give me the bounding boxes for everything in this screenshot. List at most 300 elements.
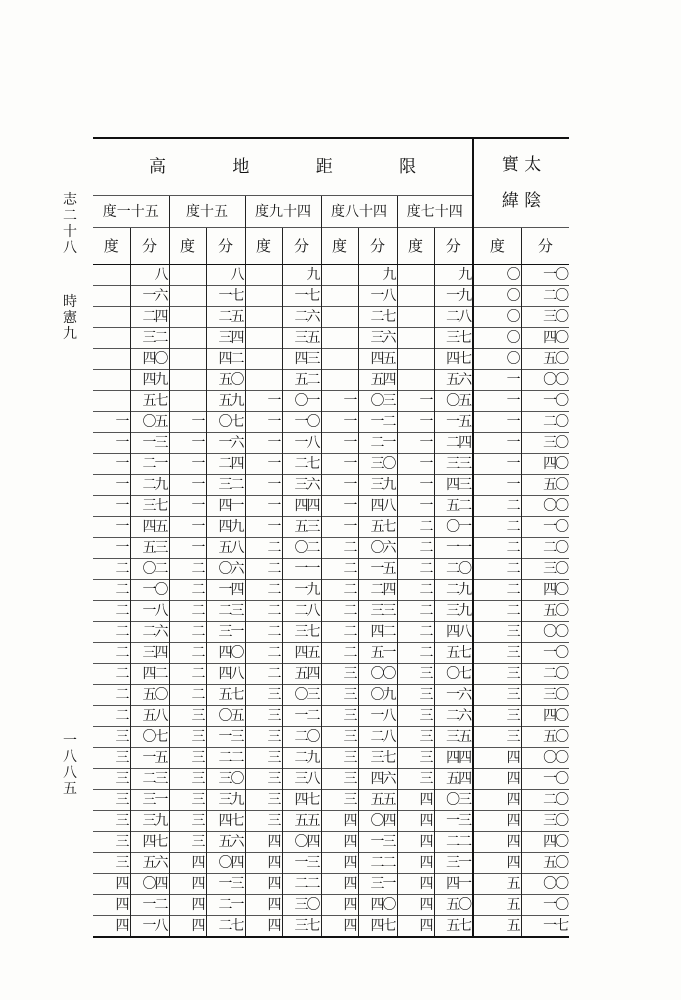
minute-cell: 一八: [282, 433, 321, 454]
minute-cell: 四八: [434, 622, 473, 643]
minute-cell: 一六: [434, 685, 473, 706]
degree-cell: 四: [397, 916, 434, 938]
minute-cell: 五五: [282, 811, 321, 832]
degree-cell: 三: [245, 769, 282, 790]
degree-cell: 四: [397, 895, 434, 916]
minute-cell: 一四: [206, 580, 245, 601]
minute-cell: 四七: [130, 832, 169, 853]
heading-char: 地: [232, 156, 250, 177]
minute-cell: 三七: [358, 748, 397, 769]
minute-cell: 二〇: [521, 664, 569, 685]
heading-char: 距: [315, 156, 333, 177]
minute-cell: 四〇: [521, 832, 569, 853]
minute-cell: 九: [358, 265, 397, 286]
minute-cell: 〇三: [434, 790, 473, 811]
degree-cell: [397, 307, 434, 328]
minute-cell: 一三: [206, 874, 245, 895]
degree-cell: 一: [169, 475, 206, 496]
degree-cell: 〇: [473, 307, 521, 328]
minute-cell: 五六: [130, 853, 169, 874]
minute-cell: 五三: [282, 517, 321, 538]
minute-cell: 三二: [130, 328, 169, 349]
degree-cell: [321, 286, 358, 307]
degree-cell: 二: [473, 538, 521, 559]
minute-cell: 〇七: [130, 727, 169, 748]
minute-cell: 四四: [434, 748, 473, 769]
minute-cell: 三〇: [521, 811, 569, 832]
minute-cell: 一三: [206, 727, 245, 748]
degree-cell: 三: [93, 832, 130, 853]
minute-cell: 三一: [130, 790, 169, 811]
degree-cell: 二: [397, 580, 434, 601]
minute-cell: 二八: [282, 601, 321, 622]
degree-cell: 四: [321, 895, 358, 916]
minute-cell: 二九: [130, 475, 169, 496]
minute-cell: 五〇: [521, 349, 569, 370]
degree-cell: 二: [93, 685, 130, 706]
minute-cell: 四一: [206, 496, 245, 517]
degree-cell: 二: [93, 601, 130, 622]
minute-cell: 〇六: [206, 559, 245, 580]
degree-cell: 三: [169, 811, 206, 832]
degree-cell: 四: [321, 874, 358, 895]
minute-cell: 五七: [130, 391, 169, 412]
unit-label: 分: [282, 228, 321, 265]
minute-cell: 五八: [206, 538, 245, 559]
degree-cell: 四: [397, 790, 434, 811]
unit-label: 分: [434, 228, 473, 265]
minute-cell: 四五: [282, 643, 321, 664]
degree-cell: 一: [321, 433, 358, 454]
degree-cell: 四: [245, 895, 282, 916]
minute-cell: 三七: [434, 328, 473, 349]
degree-cell: [245, 265, 282, 286]
degree-cell: 四: [93, 895, 130, 916]
minute-cell: 三九: [206, 790, 245, 811]
degree-cell: 二: [321, 580, 358, 601]
degree-cell: 三: [93, 769, 130, 790]
minute-cell: 五〇: [521, 601, 569, 622]
minute-cell: 三七: [130, 496, 169, 517]
unit-label: 度: [397, 228, 434, 265]
minute-cell: 三一: [358, 874, 397, 895]
group-heading: 度八十四: [321, 196, 397, 228]
minute-cell: 五四: [282, 664, 321, 685]
degree-cell: 二: [321, 622, 358, 643]
minute-cell: 五〇: [206, 370, 245, 391]
minute-cell: 二八: [434, 307, 473, 328]
degree-cell: 三: [321, 748, 358, 769]
minute-cell: 二六: [434, 706, 473, 727]
degree-cell: 二: [169, 580, 206, 601]
minute-cell: 一〇: [521, 517, 569, 538]
main-heading: [93, 138, 473, 196]
minute-cell: 四五: [130, 517, 169, 538]
degree-cell: 四: [245, 916, 282, 938]
heading-char: 限: [399, 156, 417, 177]
minute-cell: 四六: [358, 769, 397, 790]
degree-cell: 二: [169, 643, 206, 664]
minute-cell: 二四: [358, 580, 397, 601]
minute-cell: 五九: [206, 391, 245, 412]
degree-cell: 二: [245, 622, 282, 643]
degree-cell: 一: [169, 433, 206, 454]
minute-cell: 一〇: [282, 412, 321, 433]
table-row: [93, 727, 569, 748]
unit-label: 度: [169, 228, 206, 265]
chapter-title: 時憲九: [63, 294, 77, 342]
degree-cell: 二: [321, 643, 358, 664]
minute-cell: 四七: [434, 349, 473, 370]
degree-cell: 三: [321, 727, 358, 748]
degree-cell: 二: [321, 538, 358, 559]
unit-label: 度: [245, 228, 282, 265]
degree-cell: 一: [321, 517, 358, 538]
minute-cell: 三二: [206, 475, 245, 496]
degree-cell: 二: [473, 496, 521, 517]
minute-cell: 四〇: [358, 895, 397, 916]
degree-cell: 二: [397, 622, 434, 643]
degree-cell: 三: [93, 748, 130, 769]
table-row: [93, 517, 569, 538]
minute-cell: 五六: [434, 370, 473, 391]
table-row: [93, 895, 569, 916]
minute-cell: 五七: [434, 643, 473, 664]
minute-cell: 一〇: [521, 643, 569, 664]
degree-cell: [93, 349, 130, 370]
degree-cell: 二: [93, 643, 130, 664]
minute-cell: 三六: [358, 328, 397, 349]
minute-cell: 二一: [358, 433, 397, 454]
degree-cell: 三: [473, 664, 521, 685]
minute-cell: 四九: [130, 370, 169, 391]
minute-cell: 〇九: [358, 685, 397, 706]
minute-cell: 〇四: [130, 874, 169, 895]
unit-label: 分: [206, 228, 245, 265]
minute-cell: 三五: [434, 727, 473, 748]
degree-cell: 二: [473, 559, 521, 580]
degree-cell: 二: [397, 517, 434, 538]
degree-cell: [397, 370, 434, 391]
minute-cell: 二〇: [521, 412, 569, 433]
degree-cell: 四: [473, 790, 521, 811]
degree-cell: 一: [93, 496, 130, 517]
minute-cell: 二七: [282, 454, 321, 475]
minute-cell: 五三: [130, 538, 169, 559]
degree-cell: 一: [245, 412, 282, 433]
minute-cell: 〇〇: [521, 622, 569, 643]
minute-cell: 〇〇: [521, 370, 569, 391]
degree-cell: 四: [397, 874, 434, 895]
unit-label: 度: [93, 228, 130, 265]
minute-cell: 〇二: [130, 559, 169, 580]
degree-cell: 四: [321, 832, 358, 853]
degree-cell: 三: [93, 853, 130, 874]
degree-cell: [321, 349, 358, 370]
degree-cell: 〇: [473, 349, 521, 370]
degree-cell: 二: [397, 559, 434, 580]
unit-label: 度: [321, 228, 358, 265]
minute-cell: 三七: [282, 916, 321, 938]
degree-cell: 一: [473, 370, 521, 391]
degree-cell: 二: [169, 685, 206, 706]
degree-cell: [93, 307, 130, 328]
minute-cell: 三四: [130, 643, 169, 664]
table-row: [93, 412, 569, 433]
degree-cell: 四: [397, 853, 434, 874]
minute-cell: 三〇: [521, 685, 569, 706]
ecliptic-altitude-table: [93, 137, 569, 938]
minute-cell: 一八: [130, 916, 169, 938]
table-row: [93, 454, 569, 475]
degree-cell: 三: [169, 748, 206, 769]
degree-cell: 二: [169, 622, 206, 643]
degree-cell: 三: [93, 727, 130, 748]
table-row: [93, 433, 569, 454]
minute-cell: 二四: [434, 433, 473, 454]
table-row: [93, 496, 569, 517]
table-row: [93, 265, 569, 286]
minute-cell: 三三: [434, 454, 473, 475]
degree-cell: [93, 286, 130, 307]
degree-cell: 二: [169, 664, 206, 685]
minute-cell: 二九: [282, 748, 321, 769]
degree-cell: 五: [473, 895, 521, 916]
degree-cell: 三: [473, 727, 521, 748]
degree-cell: 二: [245, 580, 282, 601]
degree-cell: 四: [473, 853, 521, 874]
minute-cell: 一〇: [521, 391, 569, 412]
side-heading-line: 緯 陰: [501, 191, 542, 211]
side-heading-line: 實 太: [501, 155, 542, 175]
degree-cell: 一: [93, 454, 130, 475]
minute-cell: 一八: [130, 601, 169, 622]
degree-cell: [321, 370, 358, 391]
minute-cell: 二六: [282, 307, 321, 328]
minute-cell: 二四: [130, 307, 169, 328]
minute-cell: 八: [206, 265, 245, 286]
degree-cell: 一: [169, 454, 206, 475]
degree-cell: 四: [245, 832, 282, 853]
minute-cell: 五七: [434, 916, 473, 938]
table-row: [93, 370, 569, 391]
table-row: [93, 475, 569, 496]
minute-cell: 三五: [282, 328, 321, 349]
table-row: [93, 748, 569, 769]
table-row: [93, 916, 569, 938]
degree-cell: 三: [321, 664, 358, 685]
unit-label: 分: [130, 228, 169, 265]
degree-cell: 三: [397, 664, 434, 685]
minute-cell: 五〇: [521, 727, 569, 748]
minute-cell: 二二: [282, 874, 321, 895]
minute-cell: 二〇: [521, 538, 569, 559]
minute-cell: 二七: [358, 307, 397, 328]
degree-cell: [321, 265, 358, 286]
minute-cell: 五七: [206, 685, 245, 706]
degree-cell: [169, 349, 206, 370]
degree-cell: 四: [397, 832, 434, 853]
unit-label: 度: [473, 228, 521, 265]
degree-cell: 一: [245, 475, 282, 496]
minute-cell: 四三: [434, 475, 473, 496]
table-row: [93, 853, 569, 874]
minute-cell: 一〇: [130, 580, 169, 601]
degree-cell: 三: [169, 706, 206, 727]
degree-cell: 三: [397, 706, 434, 727]
minute-cell: 四八: [358, 496, 397, 517]
degree-cell: 一: [93, 475, 130, 496]
degree-cell: 三: [245, 748, 282, 769]
degree-cell: 四: [321, 853, 358, 874]
minute-cell: 四〇: [130, 349, 169, 370]
degree-cell: 三: [245, 811, 282, 832]
degree-cell: 三: [93, 790, 130, 811]
minute-cell: 五二: [434, 496, 473, 517]
minute-cell: 四七: [282, 790, 321, 811]
degree-cell: [93, 370, 130, 391]
table-row: [93, 811, 569, 832]
minute-cell: 四二: [130, 664, 169, 685]
minute-cell: 二二: [206, 748, 245, 769]
minute-cell: 三四: [206, 328, 245, 349]
minute-cell: 五五: [358, 790, 397, 811]
minute-cell: 九: [434, 265, 473, 286]
degree-cell: 〇: [473, 265, 521, 286]
minute-cell: 五〇: [521, 475, 569, 496]
degree-cell: 二: [93, 664, 130, 685]
minute-cell: 四三: [282, 349, 321, 370]
minute-cell: 二五: [206, 307, 245, 328]
degree-cell: [169, 370, 206, 391]
minute-cell: 一二: [282, 706, 321, 727]
table-row: [93, 790, 569, 811]
degree-cell: 一: [245, 517, 282, 538]
degree-cell: 一: [93, 412, 130, 433]
minute-cell: 〇七: [206, 412, 245, 433]
minute-cell: 三一: [206, 622, 245, 643]
degree-cell: 三: [245, 685, 282, 706]
minute-cell: 一二: [358, 412, 397, 433]
minute-cell: 二〇: [282, 727, 321, 748]
minute-cell: 一五: [358, 559, 397, 580]
minute-cell: 四五: [358, 349, 397, 370]
minute-cell: 〇七: [434, 664, 473, 685]
minute-cell: 一九: [282, 580, 321, 601]
degree-cell: 二: [93, 559, 130, 580]
table-row: [93, 874, 569, 895]
degree-cell: 三: [321, 685, 358, 706]
minute-cell: 一三: [434, 811, 473, 832]
degree-cell: [397, 286, 434, 307]
minute-cell: 五七: [358, 517, 397, 538]
degree-cell: [245, 328, 282, 349]
minute-cell: 〇〇: [521, 496, 569, 517]
table-row: [93, 706, 569, 727]
degree-cell: 一: [321, 496, 358, 517]
degree-cell: [93, 265, 130, 286]
degree-cell: 二: [245, 559, 282, 580]
degree-cell: 四: [169, 874, 206, 895]
minute-cell: 四一: [434, 874, 473, 895]
minute-cell: 八: [130, 265, 169, 286]
minute-cell: 二七: [206, 916, 245, 938]
minute-cell: 三〇: [521, 433, 569, 454]
table-row: [93, 391, 569, 412]
minute-cell: 二〇: [521, 286, 569, 307]
degree-cell: 一: [397, 496, 434, 517]
minute-cell: 一三: [358, 832, 397, 853]
degree-cell: [397, 328, 434, 349]
degree-cell: 三: [169, 769, 206, 790]
minute-cell: 三〇: [282, 895, 321, 916]
minute-cell: 二一: [206, 895, 245, 916]
minute-cell: 二〇: [521, 790, 569, 811]
degree-cell: 一: [397, 433, 434, 454]
degree-cell: 一: [397, 391, 434, 412]
minute-cell: 五〇: [434, 895, 473, 916]
minute-cell: 三〇: [206, 769, 245, 790]
table-row: [93, 538, 569, 559]
minute-cell: 三六: [282, 475, 321, 496]
table-row: [93, 664, 569, 685]
minute-cell: 一九: [434, 286, 473, 307]
degree-cell: 一: [93, 517, 130, 538]
degree-cell: 四: [473, 769, 521, 790]
degree-cell: 四: [245, 853, 282, 874]
degree-cell: [321, 307, 358, 328]
minute-cell: 二二: [434, 832, 473, 853]
degree-cell: 一: [473, 391, 521, 412]
minute-cell: 一八: [358, 286, 397, 307]
minute-cell: 三〇: [521, 559, 569, 580]
degree-cell: [245, 370, 282, 391]
minute-cell: 一〇: [521, 769, 569, 790]
degree-cell: 四: [321, 916, 358, 938]
minute-cell: 三七: [282, 622, 321, 643]
table-row: [93, 286, 569, 307]
minute-cell: 〇三: [358, 391, 397, 412]
degree-cell: [321, 328, 358, 349]
degree-cell: [93, 391, 130, 412]
minute-cell: 〇五: [130, 412, 169, 433]
degree-cell: 二: [473, 517, 521, 538]
degree-cell: 五: [473, 874, 521, 895]
minute-cell: 〇四: [282, 832, 321, 853]
minute-cell: 四九: [206, 517, 245, 538]
minute-cell: 一七: [521, 916, 569, 938]
minute-cell: 一七: [282, 286, 321, 307]
degree-cell: 一: [473, 433, 521, 454]
minute-cell: 二三: [130, 769, 169, 790]
minute-cell: 〇二: [282, 538, 321, 559]
degree-cell: 三: [321, 706, 358, 727]
minute-cell: 五八: [130, 706, 169, 727]
degree-cell: 二: [321, 601, 358, 622]
degree-cell: 一: [169, 412, 206, 433]
table-row: [93, 685, 569, 706]
degree-cell: [169, 328, 206, 349]
minute-cell: 五六: [206, 832, 245, 853]
degree-cell: 一: [473, 412, 521, 433]
minute-cell: 〇一: [434, 517, 473, 538]
minute-cell: 一〇: [521, 895, 569, 916]
minute-cell: 一八: [358, 706, 397, 727]
degree-cell: 二: [169, 601, 206, 622]
minute-cell: 一七: [206, 286, 245, 307]
unit-label: 分: [521, 228, 569, 265]
group-heading: 度一十五: [93, 196, 169, 228]
